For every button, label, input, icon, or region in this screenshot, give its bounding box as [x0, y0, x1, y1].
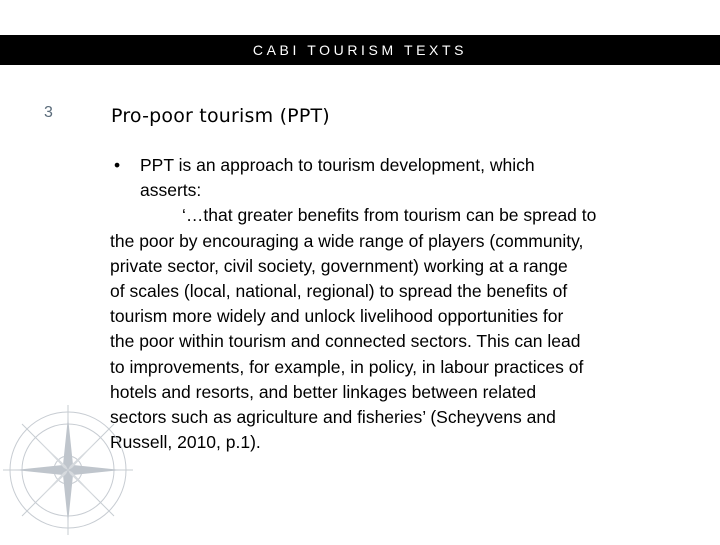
- quote-line: private sector, civil society, government) working at a range: [110, 255, 568, 276]
- quote-line: Russell, 2010, p.1).: [110, 432, 261, 453]
- quote-line: the poor by encouraging a wide range of players (community,: [110, 230, 584, 251]
- bullet-item: [110, 153, 690, 178]
- slide-title: Pro-poor tourism (PPT): [111, 105, 330, 127]
- quote-line: sectors such as agriculture and fisheries’ (Scheyvens and: [110, 407, 556, 428]
- slide-number: 3: [44, 104, 53, 121]
- quote-line: the poor within tourism and connected sectors. This can lead: [110, 331, 581, 352]
- body-line: PPT is an approach to tourism development, which: [140, 155, 535, 175]
- quote-line: to improvements, for example, in policy, in labour practices of: [110, 356, 584, 377]
- header-banner: [0, 35, 720, 65]
- bullet-marker: •: [114, 155, 121, 175]
- quote-line: hotels and resorts, and better linkages between related: [110, 381, 537, 402]
- quote-line: ‘…that greater benefits from tourism can be spread to: [182, 205, 597, 226]
- compass-rose-icon: [0, 395, 150, 545]
- slide-body: [110, 153, 690, 455]
- quote-line: of scales (local, national, regional) to spread the benefits of: [110, 281, 568, 302]
- banner-title: CABI TOURISM TEXTS: [252, 42, 468, 58]
- quote-line: tourism more widely and unlock livelihood opportunities for: [110, 306, 564, 327]
- body-line: asserts:: [140, 180, 202, 201]
